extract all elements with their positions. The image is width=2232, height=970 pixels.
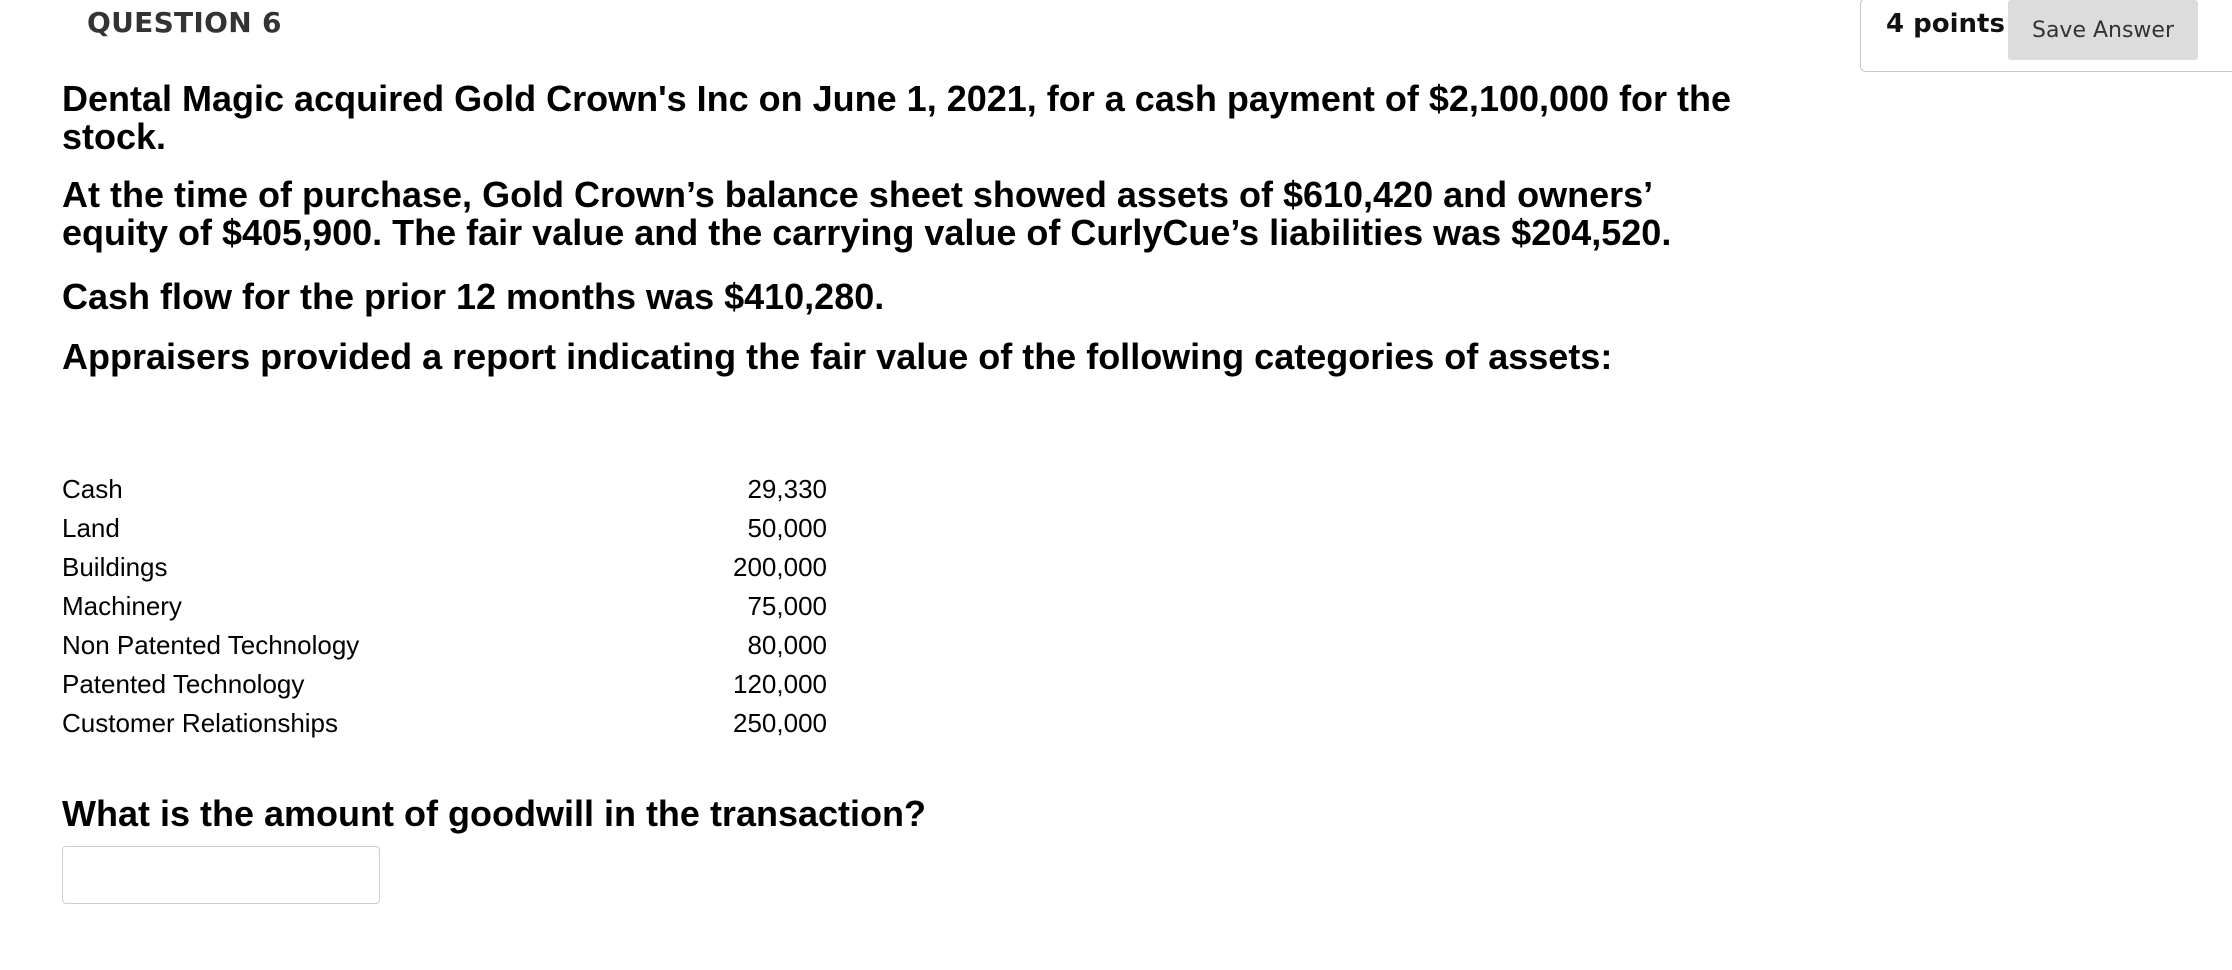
goodwill-question-prompt: What is the amount of goodwill in the transaction? [62, 793, 926, 834]
asset-name: Cash [62, 474, 123, 504]
asset-value: 29,330 [747, 474, 827, 504]
asset-name: Customer Relationships [62, 708, 339, 738]
asset-value: 75,000 [747, 591, 827, 621]
question-paragraph-cash-flow: Cash flow for the prior 12 months was $410,280. [62, 276, 885, 317]
table-row [62, 548, 827, 587]
question-paragraph-balance-sheet: At the time of purchase, Gold Crown’s balance sheet showed assets of $610,420 and owners’ equity of $405,900. The fair value and the carrying value of CurlyCue’s liabilities was $204,520. [62, 174, 1672, 253]
table-row [62, 626, 827, 665]
question-number: QUESTION 6 [87, 6, 282, 39]
asset-value: 200,000 [733, 552, 827, 582]
question-paragraph-acquisition: Dental Magic acquired Gold Crown's Inc on June 1, 2021, for a cash payment of $2,100,000 for the stock. [62, 78, 1732, 157]
asset-name: Patented Technology [62, 669, 305, 699]
asset-fair-value-table [62, 470, 827, 743]
asset-name: Machinery [62, 591, 182, 621]
save-answer-button[interactable]: Save Answer [2008, 0, 2198, 60]
asset-name: Land [62, 513, 120, 543]
asset-value: 80,000 [747, 630, 827, 660]
table-row [62, 704, 827, 743]
table-row [62, 665, 827, 704]
asset-name: Non Patented Technology [62, 630, 360, 660]
table-row [62, 470, 827, 509]
asset-value: 250,000 [733, 708, 827, 738]
question-paragraph-appraisal: Appraisers provided a report indicating the fair value of the following categories of assets: [62, 336, 1613, 377]
asset-name: Buildings [62, 552, 168, 582]
table-row [62, 509, 827, 548]
table-row [62, 587, 827, 626]
asset-value: 50,000 [747, 513, 827, 543]
goodwill-answer-input[interactable] [62, 846, 380, 904]
points-value: 4 points [1886, 9, 2005, 39]
asset-value: 120,000 [733, 669, 827, 699]
question-text [62, 80, 1762, 396]
